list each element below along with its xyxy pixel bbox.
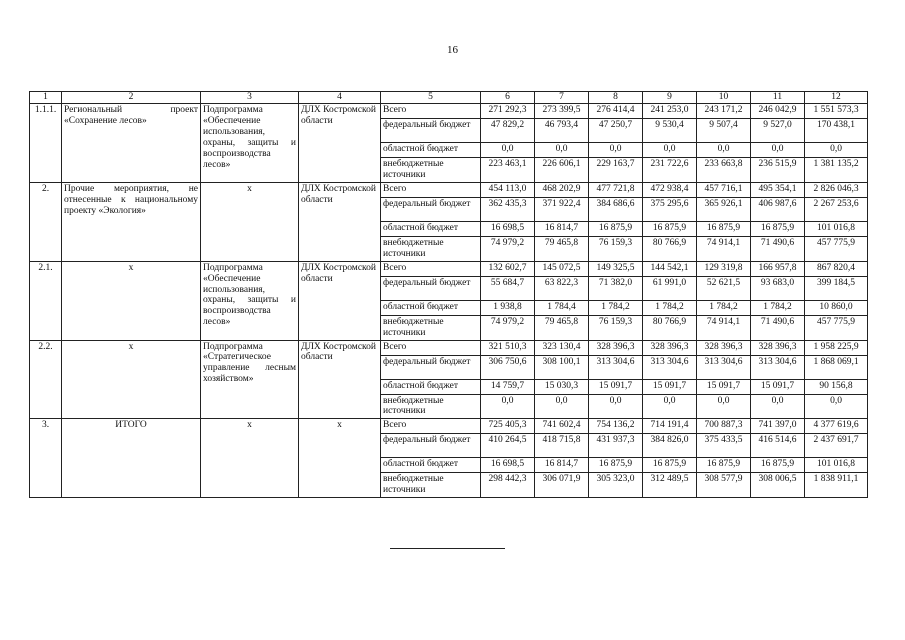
year-value: 1 784,2 bbox=[697, 300, 751, 315]
year-value: 236 515,9 bbox=[751, 158, 805, 183]
year-value: 9 527,0 bbox=[751, 119, 805, 143]
footer-divider bbox=[390, 548, 505, 549]
year-value: 149 325,5 bbox=[589, 261, 643, 276]
year-value: 229 163,7 bbox=[589, 158, 643, 183]
funding-source: внебюджетные источники bbox=[381, 473, 481, 498]
program-name: х bbox=[201, 419, 299, 498]
funding-source: областной бюджет bbox=[381, 221, 481, 236]
year-value: 46 793,4 bbox=[535, 119, 589, 143]
year-value: 76 159,3 bbox=[589, 236, 643, 261]
year-value: 132 602,7 bbox=[481, 261, 535, 276]
total-value: 0,0 bbox=[805, 394, 868, 419]
year-value: 93 683,0 bbox=[751, 276, 805, 300]
year-value: 362 435,3 bbox=[481, 197, 535, 221]
year-value: 308 100,1 bbox=[535, 355, 589, 379]
row-number: 1.1.1. bbox=[30, 104, 62, 183]
budget-table bbox=[29, 91, 868, 498]
total-value: 399 184,5 bbox=[805, 276, 868, 300]
table-row bbox=[30, 419, 868, 434]
year-value: 71 490,6 bbox=[751, 236, 805, 261]
total-value: 867 820,4 bbox=[805, 261, 868, 276]
program-name: х bbox=[201, 182, 299, 261]
funding-source: внебюджетные источники bbox=[381, 158, 481, 183]
year-value: 305 323,0 bbox=[589, 473, 643, 498]
total-value: 90 156,8 bbox=[805, 379, 868, 394]
year-value: 416 514,6 bbox=[751, 434, 805, 458]
year-value: 0,0 bbox=[643, 394, 697, 419]
column-header-1: 1 bbox=[30, 92, 62, 104]
year-value: 371 922,4 bbox=[535, 197, 589, 221]
column-header-8: 8 bbox=[589, 92, 643, 104]
year-value: 1 784,2 bbox=[589, 300, 643, 315]
year-value: 477 721,8 bbox=[589, 182, 643, 197]
year-value: 74 979,2 bbox=[481, 236, 535, 261]
total-value: 457 775,9 bbox=[805, 236, 868, 261]
year-value: 410 264,5 bbox=[481, 434, 535, 458]
table-body bbox=[30, 104, 868, 498]
year-value: 74 914,1 bbox=[697, 315, 751, 340]
program-name: Подпрограмма «Обеспечение использования, охраны, защиты и воспроизводства лесов» bbox=[201, 104, 299, 183]
year-value: 384 686,6 bbox=[589, 197, 643, 221]
table-row bbox=[30, 182, 868, 197]
total-value: 101 016,8 bbox=[805, 458, 868, 473]
year-value: 16 875,9 bbox=[697, 458, 751, 473]
executor-name: ДЛХ Костромской области bbox=[299, 182, 381, 261]
year-value: 276 414,4 bbox=[589, 104, 643, 119]
year-value: 0,0 bbox=[589, 143, 643, 158]
year-value: 52 621,5 bbox=[697, 276, 751, 300]
year-value: 271 292,3 bbox=[481, 104, 535, 119]
executor-name: х bbox=[299, 419, 381, 498]
total-value: 4 377 619,6 bbox=[805, 419, 868, 434]
year-value: 312 489,5 bbox=[643, 473, 697, 498]
year-value: 0,0 bbox=[697, 143, 751, 158]
year-value: 468 202,9 bbox=[535, 182, 589, 197]
program-name: Подпрограмма «Обеспечение использования, охраны, защиты и воспроизводства лесов» bbox=[201, 261, 299, 340]
year-value: 306 071,9 bbox=[535, 473, 589, 498]
year-value: 328 396,3 bbox=[751, 340, 805, 355]
year-value: 308 577,9 bbox=[697, 473, 751, 498]
year-value: 714 191,4 bbox=[643, 419, 697, 434]
year-value: 725 405,3 bbox=[481, 419, 535, 434]
funding-source: областной бюджет bbox=[381, 379, 481, 394]
year-value: 328 396,3 bbox=[589, 340, 643, 355]
year-value: 700 887,3 bbox=[697, 419, 751, 434]
year-value: 313 304,6 bbox=[751, 355, 805, 379]
year-value: 16 875,9 bbox=[697, 221, 751, 236]
table-row bbox=[30, 340, 868, 355]
total-value: 1 868 069,1 bbox=[805, 355, 868, 379]
year-value: 79 465,8 bbox=[535, 236, 589, 261]
year-value: 71 382,0 bbox=[589, 276, 643, 300]
year-value: 406 987,6 bbox=[751, 197, 805, 221]
year-value: 79 465,8 bbox=[535, 315, 589, 340]
total-value: 2 267 253,6 bbox=[805, 197, 868, 221]
funding-source: областной бюджет bbox=[381, 143, 481, 158]
total-value: 170 438,1 bbox=[805, 119, 868, 143]
column-header-10: 10 bbox=[697, 92, 751, 104]
year-value: 0,0 bbox=[535, 394, 589, 419]
year-value: 243 171,2 bbox=[697, 104, 751, 119]
page-number: 16 bbox=[447, 44, 458, 56]
funding-source: областной бюджет bbox=[381, 300, 481, 315]
funding-source: областной бюджет bbox=[381, 458, 481, 473]
year-value: 741 602,4 bbox=[535, 419, 589, 434]
year-value: 1 784,2 bbox=[643, 300, 697, 315]
year-value: 16 875,9 bbox=[589, 458, 643, 473]
year-value: 365 926,1 bbox=[697, 197, 751, 221]
year-value: 16 875,9 bbox=[589, 221, 643, 236]
table-row bbox=[30, 104, 868, 119]
year-value: 308 006,5 bbox=[751, 473, 805, 498]
year-value: 144 542,1 bbox=[643, 261, 697, 276]
year-value: 375 433,5 bbox=[697, 434, 751, 458]
year-value: 298 442,3 bbox=[481, 473, 535, 498]
year-value: 495 354,1 bbox=[751, 182, 805, 197]
year-value: 454 113,0 bbox=[481, 182, 535, 197]
funding-source: внебюджетные источники bbox=[381, 394, 481, 419]
total-value: 1 381 135,2 bbox=[805, 158, 868, 183]
year-value: 14 759,7 bbox=[481, 379, 535, 394]
event-name: х bbox=[62, 340, 201, 419]
total-value: 1 551 573,3 bbox=[805, 104, 868, 119]
year-value: 15 030,3 bbox=[535, 379, 589, 394]
funding-source: внебюджетные источники bbox=[381, 315, 481, 340]
year-value: 323 130,4 bbox=[535, 340, 589, 355]
year-value: 74 914,1 bbox=[697, 236, 751, 261]
table-row bbox=[30, 261, 868, 276]
year-value: 313 304,6 bbox=[697, 355, 751, 379]
year-value: 431 937,3 bbox=[589, 434, 643, 458]
executor-name: ДЛХ Костромской области bbox=[299, 340, 381, 419]
year-value: 166 957,8 bbox=[751, 261, 805, 276]
column-header-7: 7 bbox=[535, 92, 589, 104]
year-value: 55 684,7 bbox=[481, 276, 535, 300]
funding-source: федеральный бюджет bbox=[381, 355, 481, 379]
year-value: 16 698,5 bbox=[481, 458, 535, 473]
year-value: 226 606,1 bbox=[535, 158, 589, 183]
funding-source: внебюджетные источники bbox=[381, 236, 481, 261]
year-value: 306 750,6 bbox=[481, 355, 535, 379]
total-value: 1 958 225,9 bbox=[805, 340, 868, 355]
year-value: 16 875,9 bbox=[751, 458, 805, 473]
year-value: 0,0 bbox=[751, 143, 805, 158]
funding-source: Всего bbox=[381, 419, 481, 434]
column-header-11: 11 bbox=[751, 92, 805, 104]
year-value: 15 091,7 bbox=[751, 379, 805, 394]
funding-source: Всего bbox=[381, 261, 481, 276]
year-value: 80 766,9 bbox=[643, 236, 697, 261]
executor-name: ДЛХ Костромской области bbox=[299, 261, 381, 340]
funding-source: федеральный бюджет bbox=[381, 276, 481, 300]
row-number: 2.2. bbox=[30, 340, 62, 419]
year-value: 246 042,9 bbox=[751, 104, 805, 119]
year-value: 1 784,2 bbox=[751, 300, 805, 315]
year-value: 328 396,3 bbox=[643, 340, 697, 355]
column-header-9: 9 bbox=[643, 92, 697, 104]
column-header-2: 2 bbox=[62, 92, 201, 104]
event-name: Прочие мероприятия, не отнесенные к национальному проекту «Экология» bbox=[62, 182, 201, 261]
year-value: 313 304,6 bbox=[643, 355, 697, 379]
total-value: 2 437 691,7 bbox=[805, 434, 868, 458]
event-name: Региональный проект «Сохранение лесов» bbox=[62, 104, 201, 183]
year-value: 0,0 bbox=[481, 394, 535, 419]
funding-source: федеральный бюджет bbox=[381, 119, 481, 143]
year-value: 145 072,5 bbox=[535, 261, 589, 276]
total-value: 101 016,8 bbox=[805, 221, 868, 236]
year-value: 15 091,7 bbox=[643, 379, 697, 394]
year-value: 129 319,8 bbox=[697, 261, 751, 276]
funding-source: Всего bbox=[381, 104, 481, 119]
year-value: 418 715,8 bbox=[535, 434, 589, 458]
year-value: 47 829,2 bbox=[481, 119, 535, 143]
event-name: ИТОГО bbox=[62, 419, 201, 498]
funding-source: Всего bbox=[381, 182, 481, 197]
event-name: х bbox=[62, 261, 201, 340]
row-number: 2.1. bbox=[30, 261, 62, 340]
year-value: 313 304,6 bbox=[589, 355, 643, 379]
year-value: 47 250,7 bbox=[589, 119, 643, 143]
year-value: 16 875,9 bbox=[643, 458, 697, 473]
year-value: 16 875,9 bbox=[643, 221, 697, 236]
program-name: Подпрограмма «Стратегическое управление лесным хозяйством» bbox=[201, 340, 299, 419]
total-value: 2 826 046,3 bbox=[805, 182, 868, 197]
year-value: 16 698,5 bbox=[481, 221, 535, 236]
year-value: 0,0 bbox=[535, 143, 589, 158]
year-value: 71 490,6 bbox=[751, 315, 805, 340]
row-number: 3. bbox=[30, 419, 62, 498]
funding-source: Всего bbox=[381, 340, 481, 355]
year-value: 384 826,0 bbox=[643, 434, 697, 458]
row-number: 2. bbox=[30, 182, 62, 261]
year-value: 0,0 bbox=[751, 394, 805, 419]
year-value: 0,0 bbox=[589, 394, 643, 419]
column-header-4: 4 bbox=[299, 92, 381, 104]
column-header-5: 5 bbox=[381, 92, 481, 104]
year-value: 1 784,4 bbox=[535, 300, 589, 315]
year-value: 223 463,1 bbox=[481, 158, 535, 183]
year-value: 328 396,3 bbox=[697, 340, 751, 355]
column-header-12: 12 bbox=[805, 92, 868, 104]
total-value: 1 838 911,1 bbox=[805, 473, 868, 498]
year-value: 9 507,4 bbox=[697, 119, 751, 143]
year-value: 16 814,7 bbox=[535, 458, 589, 473]
year-value: 241 253,0 bbox=[643, 104, 697, 119]
year-value: 457 716,1 bbox=[697, 182, 751, 197]
year-value: 16 875,9 bbox=[751, 221, 805, 236]
total-value: 0,0 bbox=[805, 143, 868, 158]
year-value: 80 766,9 bbox=[643, 315, 697, 340]
year-value: 63 822,3 bbox=[535, 276, 589, 300]
total-value: 10 860,0 bbox=[805, 300, 868, 315]
column-header-3: 3 bbox=[201, 92, 299, 104]
year-value: 16 814,7 bbox=[535, 221, 589, 236]
year-value: 231 722,6 bbox=[643, 158, 697, 183]
year-value: 1 938,8 bbox=[481, 300, 535, 315]
year-value: 321 510,3 bbox=[481, 340, 535, 355]
year-value: 233 663,8 bbox=[697, 158, 751, 183]
year-value: 15 091,7 bbox=[697, 379, 751, 394]
year-value: 0,0 bbox=[643, 143, 697, 158]
header-row bbox=[30, 92, 868, 104]
funding-source: федеральный бюджет bbox=[381, 197, 481, 221]
year-value: 74 979,2 bbox=[481, 315, 535, 340]
year-value: 0,0 bbox=[481, 143, 535, 158]
year-value: 741 397,0 bbox=[751, 419, 805, 434]
year-value: 9 530,4 bbox=[643, 119, 697, 143]
executor-name: ДЛХ Костромской области bbox=[299, 104, 381, 183]
year-value: 76 159,3 bbox=[589, 315, 643, 340]
total-value: 457 775,9 bbox=[805, 315, 868, 340]
year-value: 61 991,0 bbox=[643, 276, 697, 300]
year-value: 472 938,4 bbox=[643, 182, 697, 197]
year-value: 754 136,2 bbox=[589, 419, 643, 434]
funding-source: федеральный бюджет bbox=[381, 434, 481, 458]
year-value: 375 295,6 bbox=[643, 197, 697, 221]
year-value: 273 399,5 bbox=[535, 104, 589, 119]
column-header-6: 6 bbox=[481, 92, 535, 104]
year-value: 15 091,7 bbox=[589, 379, 643, 394]
year-value: 0,0 bbox=[697, 394, 751, 419]
